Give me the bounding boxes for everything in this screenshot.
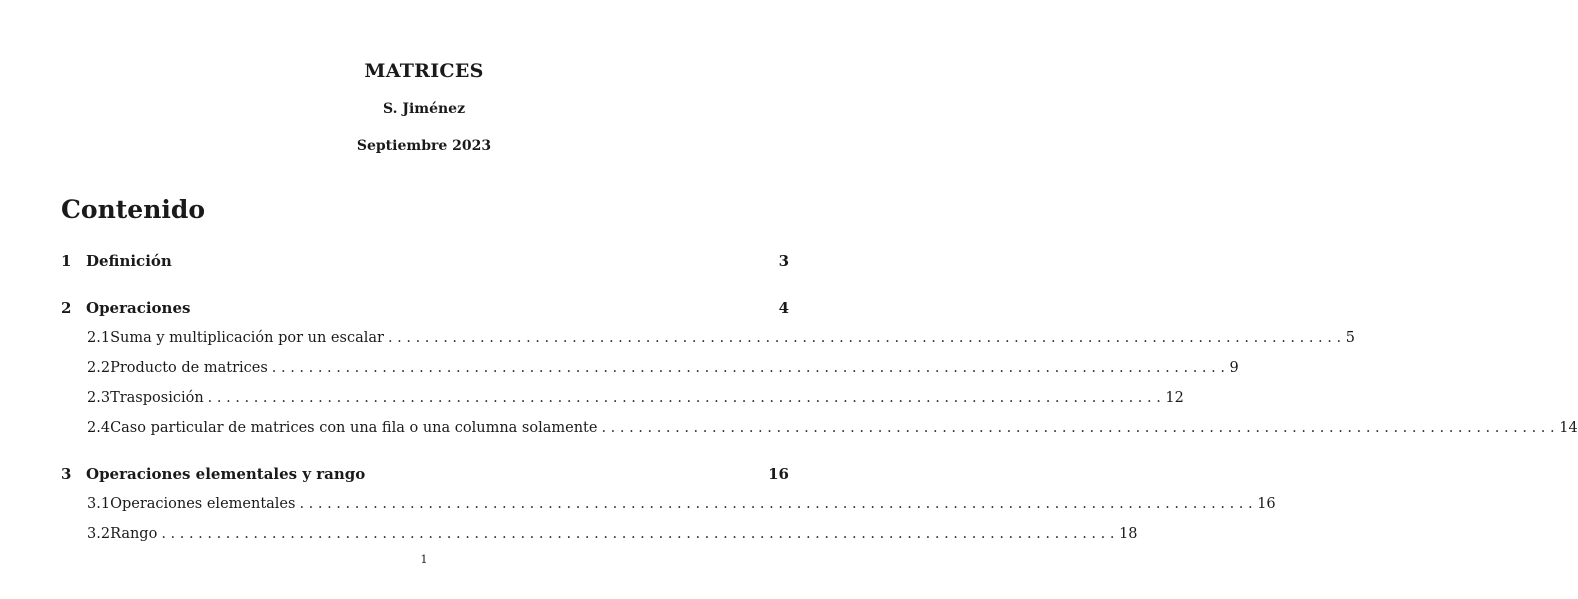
subsection-label: Operaciones elementales — [110, 496, 296, 512]
subsection-number: 2.2 — [87, 360, 111, 376]
section-page: 16 — [768, 465, 789, 483]
document-date: Septiembre 2023 — [356, 138, 492, 154]
toc-section-3[interactable] — [61, 464, 789, 484]
subsection-page: 12 — [1165, 390, 1184, 406]
section-number: 2 — [61, 299, 72, 317]
toc-subsection-3-2[interactable] — [87, 524, 1138, 544]
dot-leader: ........................................................................................................ — [271, 360, 1230, 376]
subsection-number: 2.1 — [87, 330, 111, 346]
subsection-label: Suma y multiplicación por un escalar — [110, 330, 384, 346]
toc-subsection-2-3[interactable] — [87, 388, 1184, 408]
dot-leader: ........................................................................................................ — [601, 420, 1560, 436]
subsection-page: 16 — [1257, 496, 1276, 512]
subsection-page: 5 — [1345, 330, 1355, 346]
section-label: Definición — [86, 252, 172, 270]
section-page: 3 — [778, 252, 789, 270]
subsection-page: 18 — [1119, 526, 1138, 542]
dot-leader: ........................................................................................................ — [161, 526, 1120, 542]
section-number: 1 — [61, 252, 72, 270]
toc-heading: Contenido — [61, 195, 206, 224]
document-title: MATRICES — [364, 60, 484, 82]
section-label: Operaciones — [86, 299, 191, 317]
section-page: 4 — [778, 299, 789, 317]
subsection-page: 9 — [1229, 360, 1239, 376]
dot-leader: ........................................................................................................ — [207, 390, 1166, 406]
page-number: 1 — [420, 553, 428, 566]
section-label: Operaciones elementales y rango — [86, 465, 366, 483]
toc-subsection-2-4[interactable] — [87, 418, 1578, 438]
subsection-number: 2.3 — [87, 390, 111, 406]
dot-leader: ........................................................................................................ — [299, 496, 1258, 512]
subsection-label: Rango — [110, 526, 158, 542]
subsection-number: 3.1 — [87, 496, 111, 512]
subsection-number: 3.2 — [87, 526, 111, 542]
toc-subsection-3-1[interactable] — [87, 494, 1276, 514]
subsection-label: Caso particular de matrices con una fila o una columna solamente — [110, 420, 598, 436]
toc-subsection-2-1[interactable] — [87, 328, 1355, 348]
section-number: 3 — [61, 465, 72, 483]
toc-section-2[interactable] — [61, 298, 789, 318]
subsection-label: Trasposición — [110, 390, 204, 406]
document-author: S. Jiménez — [382, 101, 466, 117]
subsection-number: 2.4 — [87, 420, 111, 436]
toc-section-1[interactable] — [61, 251, 789, 271]
subsection-page: 14 — [1559, 420, 1578, 436]
toc-subsection-2-2[interactable] — [87, 358, 1239, 378]
subsection-label: Producto de matrices — [110, 360, 268, 376]
dot-leader: ........................................................................................................ — [387, 330, 1346, 346]
